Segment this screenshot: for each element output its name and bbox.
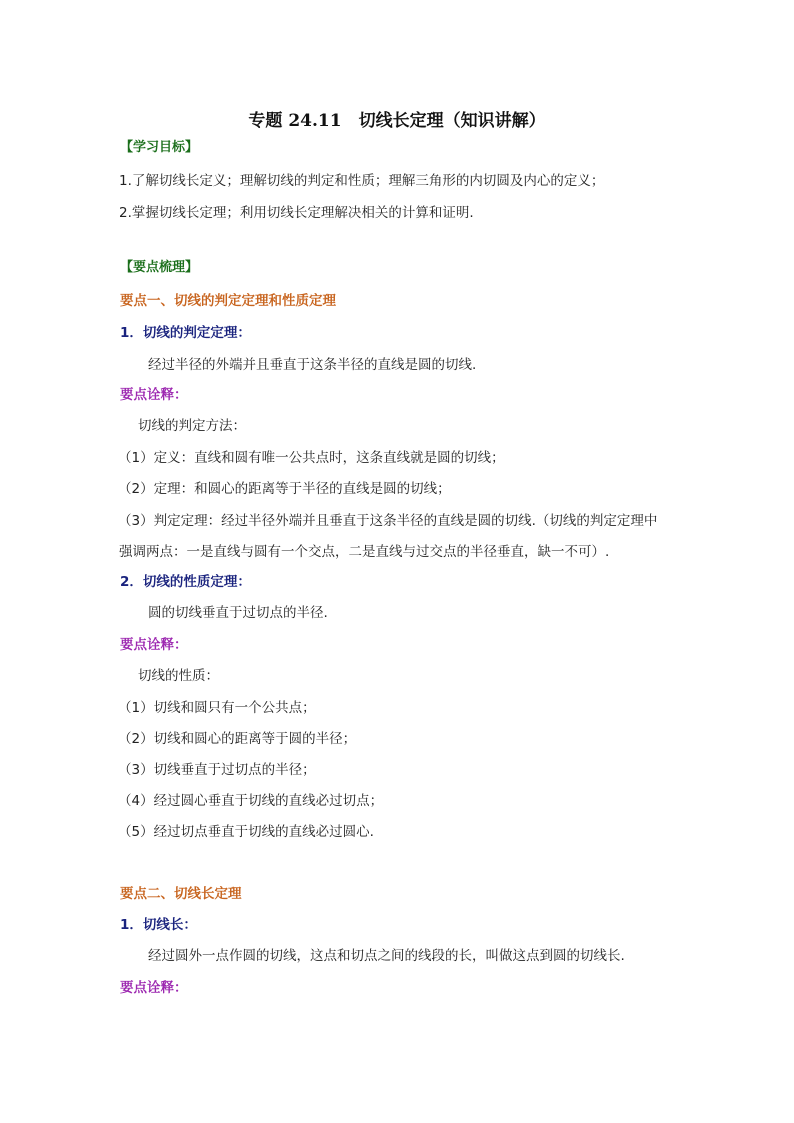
- judge-methods-intro: 切线的判定方法：: [138, 418, 246, 434]
- objective-1: 1.了解切线长定义；理解切线的判定和性质；理解三角形的内切圆及内心的定义；: [119, 173, 605, 189]
- property-2: （2）切线和圆心的距离等于圆的半径；: [118, 731, 357, 747]
- judge-method-1: （1）定义：直线和圆有唯一公共点时，这条直线就是圆的切线；: [118, 450, 505, 466]
- note-label-2: 要点诠释：: [120, 637, 188, 653]
- property-5: （5）经过切点垂直于切线的直线必过圆心.: [118, 824, 374, 840]
- property-4: （4）经过圆心垂直于切线的直线必过切点；: [118, 793, 384, 809]
- tangent-length-title: 1．切线长：: [120, 917, 197, 933]
- note-label-3: 要点诠释：: [120, 980, 188, 996]
- objectives-header: 【学习目标】: [120, 140, 199, 155]
- property-theorem-title: 2．切线的性质定理：: [120, 574, 251, 590]
- objective-2: 2.掌握切线长定理；利用切线长定理解决相关的计算和证明.: [119, 205, 474, 221]
- point2-title: 要点二、切线长定理: [120, 886, 242, 902]
- document-title: 专题 24.11 切线长定理（知识讲解）: [248, 111, 546, 131]
- judge-theorem-title: 1．切线的判定定理：: [120, 325, 251, 341]
- property-theorem-text: 圆的切线垂直于过切点的半径.: [148, 605, 328, 621]
- property-1: （1）切线和圆只有一个公共点；: [118, 700, 316, 716]
- judge-method-2: （2）定理：和圆心的距离等于半径的直线是圆的切线；: [118, 481, 451, 497]
- judge-theorem-text: 经过半径的外端并且垂直于这条半径的直线是圆的切线.: [148, 357, 477, 373]
- note-label-1: 要点诠释：: [120, 387, 188, 403]
- point1-title: 要点一、切线的判定定理和性质定理: [120, 293, 336, 309]
- property-3: （3）切线垂直于过切点的半径；: [118, 762, 316, 778]
- judge-method-3: （3）判定定理：经过半径外端并且垂直于这条半径的直线是圆的切线.（切线的判定定理中: [118, 513, 658, 529]
- points-header: 【要点梳理】: [120, 260, 199, 275]
- tangent-length-text: 经过圆外一点作圆的切线，这点和切点之间的线段的长，叫做这点到圆的切线长.: [148, 948, 625, 964]
- properties-intro: 切线的性质：: [138, 668, 219, 684]
- judge-method-3-cont: 强调两点：一是直线与圆有一个交点，二是直线与过交点的半径垂直，缺一不可）.: [119, 544, 610, 560]
